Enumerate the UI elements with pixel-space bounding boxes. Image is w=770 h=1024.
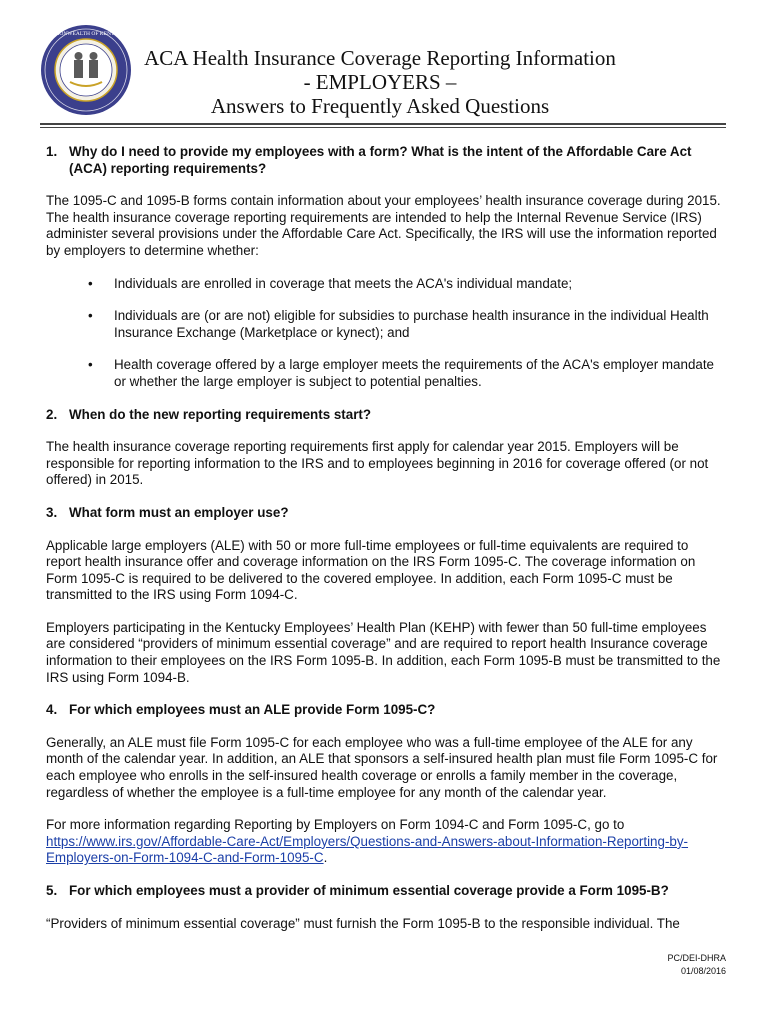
title-line-2: - EMPLOYERS –: [303, 70, 457, 94]
title-rule: [40, 123, 726, 125]
question-1: 1. Why do I need to provide my employees with a form? What is the intent of the Affordable Care Act (ACA) reporting requirements?: [46, 144, 692, 176]
faq-content: [46, 144, 724, 948]
question-4: 4. For which employees must an ALE provide Form 1095-C?: [46, 702, 436, 718]
list-item: • Health coverage offered by a large employer meets the requirements of the ACA's employer mandate or whether the large employer is subject to potential penalties.: [88, 357, 715, 389]
list-item: • Individuals are (or are not) eligible for subsidies to purchase health insurance in the individual Health Insurance Exchange (Marketplace or kynect); and: [88, 308, 709, 340]
title-line-3: Answers to Frequently Asked Questions: [210, 94, 550, 118]
answer-2: The health insurance coverage reporting requirements first apply for calendar year 2015. Employers will be responsible for reporting information to the IRS and to employees beginning in 2016 for coverage offered (or not offered) in 2015.: [46, 439, 709, 488]
document-date: 01/08/2016: [680, 966, 726, 976]
question-2: 2. When do the new reporting requirements start?: [46, 406, 372, 422]
answer-5: “Providers of minimum essential coverage” must furnish the Form 1095-B to the responsible individual. The: [46, 915, 680, 931]
irs-reporting-link[interactable]: https://www.irs.gov/Affordable-Care-Act/Employers/Questions-and-Answers-about-Information-Reporting-by-Employers-on-Form-1094-C-and-Form-1095-C: [46, 833, 689, 866]
title-rule-thin: [40, 127, 726, 128]
list-item: • Individuals are enrolled in coverage that meets the ACA's individual mandate;: [88, 275, 573, 291]
answer-4-paragraph-1: Generally, an ALE must file Form 1095-C for each employee who was a full-time employee of the ALE for any month of the calendar year. In addition, an ALE that sponsors a self-insured health plan must file Form 1095-C for each employee who enrolls in the self-insured health coverage or enrolls a family member in the coverage, regardless of whether the employee is a full-time employee for any month of the calendar year.: [46, 734, 718, 800]
footer: [667, 952, 726, 978]
answer-1: The 1095-C and 1095-B forms contain information about your employees’ health insurance coverage during 2015. The health insurance coverage reporting requirements are intended to help the Internal Revenue Service (IRS) administer several provisions under the Affordable Care Act. Specifically, the IRS will use the information reported by employers to determine whether:: [46, 193, 721, 258]
answer-1-bullets: [46, 276, 724, 391]
seal-text: COMMONWEALTH OF KENTUCKY: [41, 31, 131, 37]
answer-3-paragraph-1: Applicable large employers (ALE) with 50 or more full-time employees or full-time equivalents are required to report health insurance offer and coverage information on the IRS Form 1095-C. The coverage information on Form 1095-C is required to be delivered to the covered employee. In addition, each Form 1095-C must be transmitted to the IRS using Form 1094-C.: [46, 537, 696, 603]
question-5: 5. For which employees must a provider of minimum essential coverage provide a Form 1095-B?: [46, 883, 669, 898]
title-line-1: ACA Health Insurance Coverage Reporting Information: [144, 46, 616, 70]
answer-3-paragraph-2: Employers participating in the Kentucky Employees’ Health Plan (KEHP) with fewer than 50 full-time employees are considered “providers of minimum essential coverage” and are required to report health Insurance coverage information to their employees on the IRS Form 1095-B. In addition, each Form 1095-B must be transmitted to the IRS using Form 1094-B.: [46, 619, 721, 685]
answer-4-paragraph-2: For more information regarding Reporting by Employers on Form 1094-C and Form 1095-C, go to https://www.irs.gov/Affordable-Care-Act/Employers/Questions-and-Answers-about-Information-Reporting-by-Employers-on-Form-1094-C-and-Form-1095-C.: [46, 817, 689, 866]
kentucky-seal: [40, 24, 132, 116]
document-code: PC/DEI-DHRA: [667, 953, 726, 963]
question-3: 3. What form must an employer use?: [46, 504, 289, 520]
page-title: [130, 46, 630, 118]
